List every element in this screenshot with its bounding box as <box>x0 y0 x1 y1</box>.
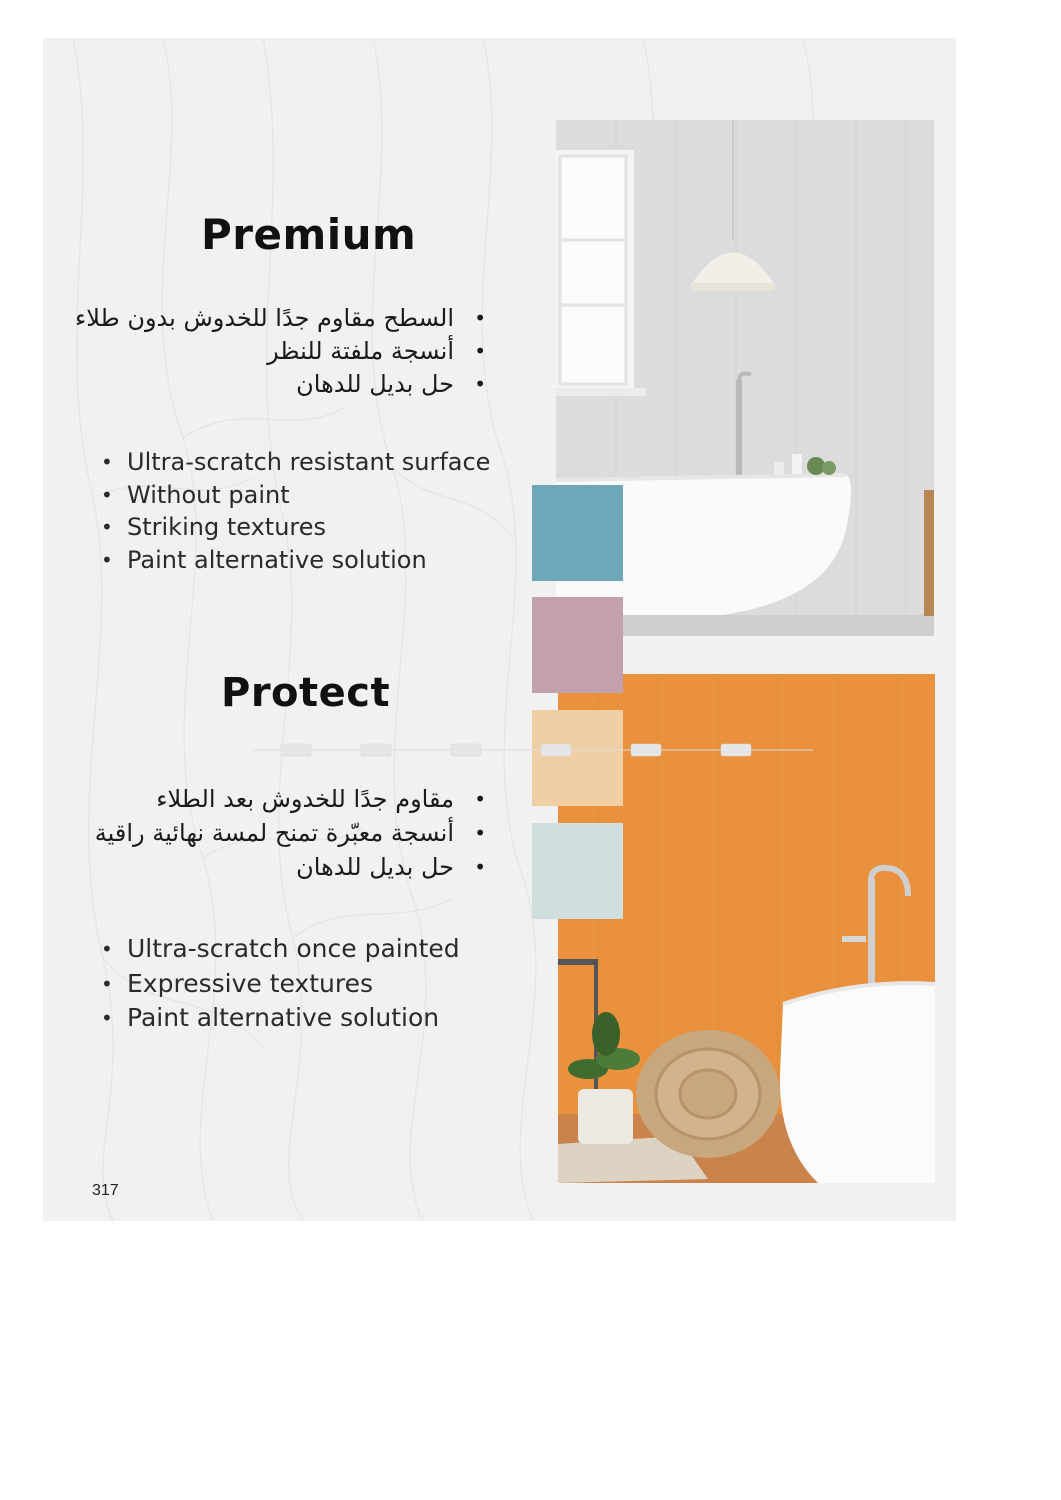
protect-title: Protect <box>221 670 391 716</box>
list-item: • حل بديل للدهان <box>75 368 486 401</box>
list-item: • أنسجة معبّرة تمنح لمسة نهائية راقية <box>95 816 486 850</box>
protect-english-list <box>101 932 460 1036</box>
swatch-beige <box>532 710 623 806</box>
premium-title: Premium <box>201 210 417 259</box>
list-item: • Ultra-scratch once painted <box>101 932 460 967</box>
list-item: • حل بديل للدهان <box>95 850 486 884</box>
list-item: • Ultra-scratch resistant surface <box>101 446 490 479</box>
list-item: • Without paint <box>101 479 490 512</box>
list-item: • السطح مقاوم جدًا للخدوش بدون طلاء <box>75 302 486 335</box>
list-item: • أنسجة ملفتة للنظر <box>75 335 486 368</box>
catalog-page-panel <box>43 38 956 1221</box>
watermark-logo-strip <box>253 742 813 758</box>
list-item: • Paint alternative solution <box>101 544 490 577</box>
list-item: • مقاوم جدًا للخدوش بعد الطلاء <box>95 782 486 816</box>
list-item: • Striking textures <box>101 511 490 544</box>
page-number: 317 <box>92 1182 119 1199</box>
swatch-blue <box>532 485 623 581</box>
swatch-pink <box>532 597 623 693</box>
list-item: • Expressive textures <box>101 967 460 1002</box>
swatch-mint <box>532 823 623 919</box>
premium-english-list <box>101 446 490 576</box>
protect-arabic-list <box>95 782 486 884</box>
list-item: • Paint alternative solution <box>101 1001 460 1036</box>
premium-arabic-list <box>75 302 486 401</box>
